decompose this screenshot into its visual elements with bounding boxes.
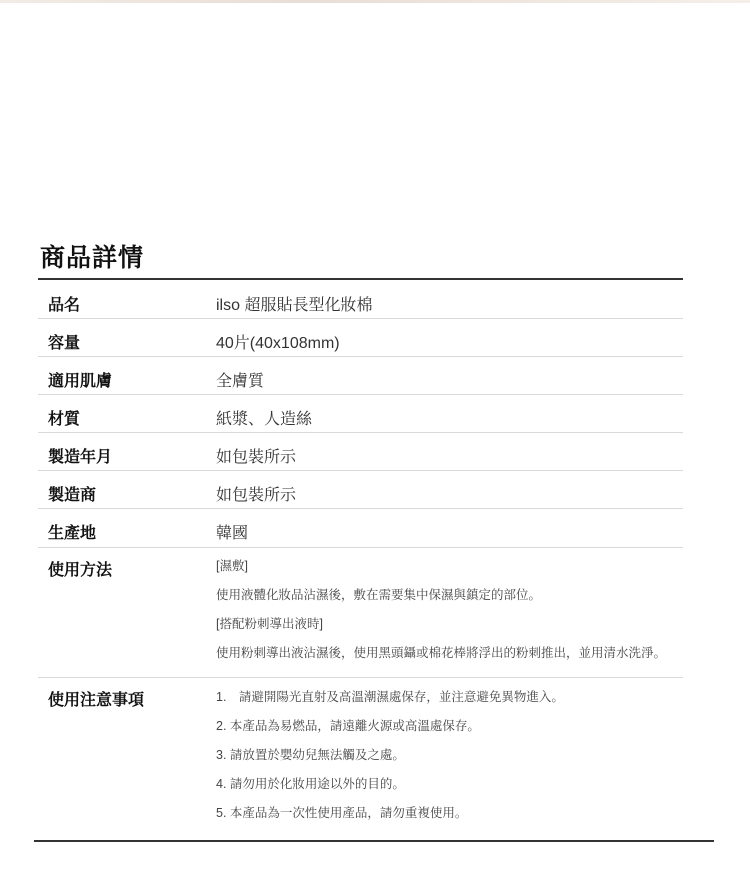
spec-label: 適用肌膚 — [48, 373, 113, 390]
spec-value: 如包裝所示 — [216, 487, 297, 504]
cautions-label: 使用注意事項 — [48, 692, 145, 709]
spec-row-origin — [38, 508, 683, 548]
usage-line: 使用液體化妝品沾濕後，敷在需要集中保濕與鎮定的部位。 — [216, 588, 542, 602]
spec-label: 生產地 — [48, 525, 97, 542]
spec-label: 容量 — [48, 335, 81, 352]
bottom-divider — [34, 840, 714, 842]
usage-line: [搭配粉刺導出液時] — [216, 617, 323, 631]
caution-item: 4. 請勿用於化妝用途以外的目的。 — [216, 777, 405, 791]
spec-row-capacity — [38, 318, 683, 357]
spec-value: 全膚質 — [216, 373, 265, 390]
caution-item: 3. 請放置於嬰幼兒無法觸及之處。 — [216, 748, 405, 762]
spec-row-manufacturer — [38, 470, 683, 509]
caution-item: 5. 本產品為一次性使用產品，請勿重複使用。 — [216, 806, 468, 820]
usage-line: [濕敷] — [216, 559, 248, 573]
spec-label: 製造年月 — [48, 449, 113, 466]
spec-row-manufacture-date — [38, 432, 683, 471]
usage-row — [38, 547, 683, 678]
spec-label: 材質 — [48, 411, 81, 428]
section-title: 商品詳情 — [40, 244, 145, 272]
spec-value: 如包裝所示 — [216, 449, 297, 466]
top-decor-strip — [0, 0, 750, 3]
cautions-row — [38, 677, 683, 827]
spec-value: 紙漿、人造絲 — [216, 411, 313, 428]
spec-row-skin-type — [38, 356, 683, 395]
caution-item: 2. 本產品為易燃品，請遠離火源或高溫處保存。 — [216, 719, 480, 733]
spec-row-name — [38, 280, 683, 319]
spec-value: 韓國 — [216, 525, 249, 542]
usage-line: 使用粉刺導出液沾濕後，使用黑頭鑷或棉花棒將浮出的粉刺推出，並用清水洗淨。 — [216, 646, 667, 660]
spec-value: ilso 超服貼長型化妝棉 — [216, 297, 373, 314]
usage-label: 使用方法 — [48, 562, 113, 579]
spec-label: 製造商 — [48, 487, 97, 504]
spec-label: 品名 — [48, 297, 81, 314]
spec-value: 40片(40x108mm) — [216, 335, 340, 352]
spec-row-material — [38, 394, 683, 433]
caution-item: 1. 請避開陽光直射及高溫潮濕處保存，並注意避免異物進入。 — [216, 690, 564, 704]
